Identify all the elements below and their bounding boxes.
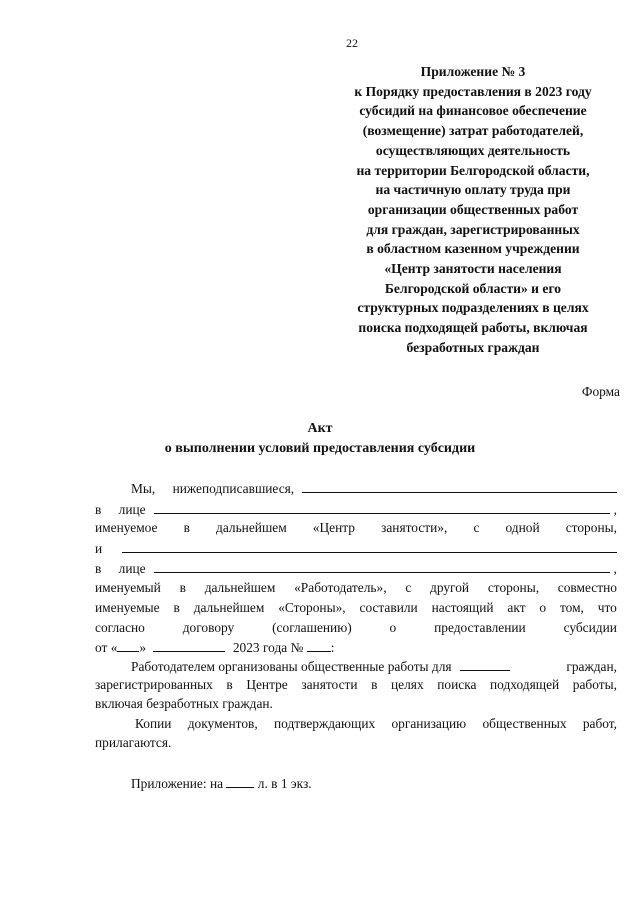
word: с	[473, 520, 480, 535]
day-blank[interactable]	[117, 637, 139, 652]
date-year: 2023 года №	[232, 640, 304, 655]
word: акт	[507, 600, 526, 615]
month-blank[interactable]	[153, 637, 225, 652]
row-and	[95, 538, 617, 557]
word: другой	[430, 580, 470, 595]
attach-text-b: л. в 1 экз.	[257, 776, 312, 791]
word: целях	[391, 677, 424, 692]
row-in-person-2: в лице ,	[95, 558, 617, 577]
word: одной	[505, 520, 540, 535]
appendix-line: Приложение № 3	[420, 64, 526, 79]
date-prefix: от «	[95, 640, 118, 655]
word: стороны,	[565, 520, 617, 535]
document-title	[0, 419, 640, 459]
word: с	[405, 580, 412, 595]
word: в	[179, 580, 186, 595]
row-named-employer	[95, 578, 617, 597]
word: именуемые	[95, 600, 160, 615]
word: совместно	[557, 580, 617, 595]
appendix-line: поиска подходящей работы, включая	[358, 320, 588, 336]
row-p1-2	[95, 675, 617, 694]
in-person-blank-2[interactable]	[154, 558, 610, 573]
title-subject: о выполнении условий предоставления субсидии	[164, 441, 476, 456]
row-p2-1	[135, 714, 617, 733]
in-person-label: в лице	[95, 502, 146, 517]
undersigned-label: Мы, нижеподписавшиеся,	[131, 481, 295, 496]
appendix-line: в областном казенном учреждении	[366, 241, 580, 257]
word: именуемый	[95, 580, 161, 595]
word: организацию	[391, 716, 467, 731]
word: предоставлении	[434, 620, 526, 635]
word: о	[389, 620, 397, 635]
appendix-line: «Центр занятости населения	[384, 261, 562, 277]
citizens-count-blank[interactable]	[460, 656, 510, 671]
word: документов,	[187, 716, 258, 731]
word: о	[539, 600, 547, 615]
date-mid: »	[139, 640, 147, 655]
row-p1-3: включая безработных граждан.	[95, 696, 273, 711]
appendix-line: структурных подразделениях в целях	[357, 300, 589, 316]
date-end: :	[330, 640, 335, 655]
word: «Работодатель»,	[294, 580, 387, 595]
word: занятости	[301, 677, 358, 692]
word: дальнейшем	[193, 600, 265, 615]
p1-text-a: Работодателем организованы общественные работы для	[131, 659, 452, 674]
appendix-line: на территории Белгородской области,	[356, 162, 590, 178]
sheets-blank[interactable]	[226, 773, 254, 788]
word: том,	[559, 600, 584, 615]
appendix-line: для граждан, зарегистрированных	[366, 221, 580, 237]
word: подходящей	[490, 677, 560, 692]
word: составили	[359, 600, 418, 615]
and-label: и	[95, 541, 103, 556]
word: настоящий	[431, 600, 494, 615]
appendix-line: к Порядку предоставления в 2023 году	[354, 83, 592, 99]
undersigned-blank[interactable]	[302, 478, 617, 493]
row-p2-2: прилагаются.	[95, 735, 172, 750]
word: зарегистрированных	[95, 677, 213, 692]
and-blank[interactable]	[122, 538, 617, 553]
word: «Стороны»,	[278, 600, 346, 615]
word: работ,	[582, 716, 617, 731]
row-in-person: в лице ,	[95, 499, 617, 518]
word: работы,	[572, 677, 617, 692]
appendix-header	[332, 62, 614, 358]
in-person-blank[interactable]	[154, 499, 610, 514]
word: стороны,	[487, 580, 540, 595]
word: дальнейшем	[216, 520, 287, 535]
appendix-line: на частичную оплату труда при	[375, 182, 571, 198]
word: что	[597, 600, 617, 615]
in-person-label-2: в лице	[95, 561, 146, 576]
appendix-line: осуществляющих деятельность	[375, 142, 571, 158]
row-p1-1	[95, 656, 617, 675]
appendix-line: безработных граждан	[406, 339, 540, 355]
row-according	[95, 618, 617, 637]
row-named-center	[95, 518, 617, 537]
appendix-line: (возмещение) затрат работодателей,	[362, 123, 584, 139]
word: занятости»,	[381, 520, 448, 535]
number-blank[interactable]	[307, 637, 331, 652]
word: в	[226, 677, 233, 692]
word: Копии	[135, 716, 172, 731]
word: в	[183, 520, 190, 535]
row-named-parties	[95, 598, 617, 617]
title-act: Акт	[307, 421, 333, 436]
appendix-line: Белгородской области» и его	[384, 280, 562, 296]
row-undersigned	[95, 478, 617, 497]
row-attachment	[131, 773, 431, 792]
word: в	[371, 677, 378, 692]
word: договору	[182, 620, 235, 635]
form-label: Форма	[581, 384, 620, 399]
word: (соглашению)	[272, 620, 352, 635]
row-date	[95, 637, 617, 656]
word: в	[173, 600, 180, 615]
word: общественных	[482, 716, 567, 731]
attach-text-a: Приложение: на	[131, 776, 224, 791]
page-number: 22	[346, 36, 358, 50]
word: «Центр	[312, 520, 355, 535]
p1-text-b: граждан,	[566, 659, 617, 674]
word: Центре	[246, 677, 288, 692]
word: согласно	[95, 620, 145, 635]
word: субсидии	[563, 620, 617, 635]
word: поиска	[437, 677, 477, 692]
appendix-line: субсидий на финансовое обеспечение	[359, 103, 587, 119]
word: подтверждающих	[273, 716, 376, 731]
word: дальнейшем	[204, 580, 276, 595]
appendix-line: организации общественных работ	[367, 201, 579, 217]
word: именуемое	[95, 520, 158, 535]
